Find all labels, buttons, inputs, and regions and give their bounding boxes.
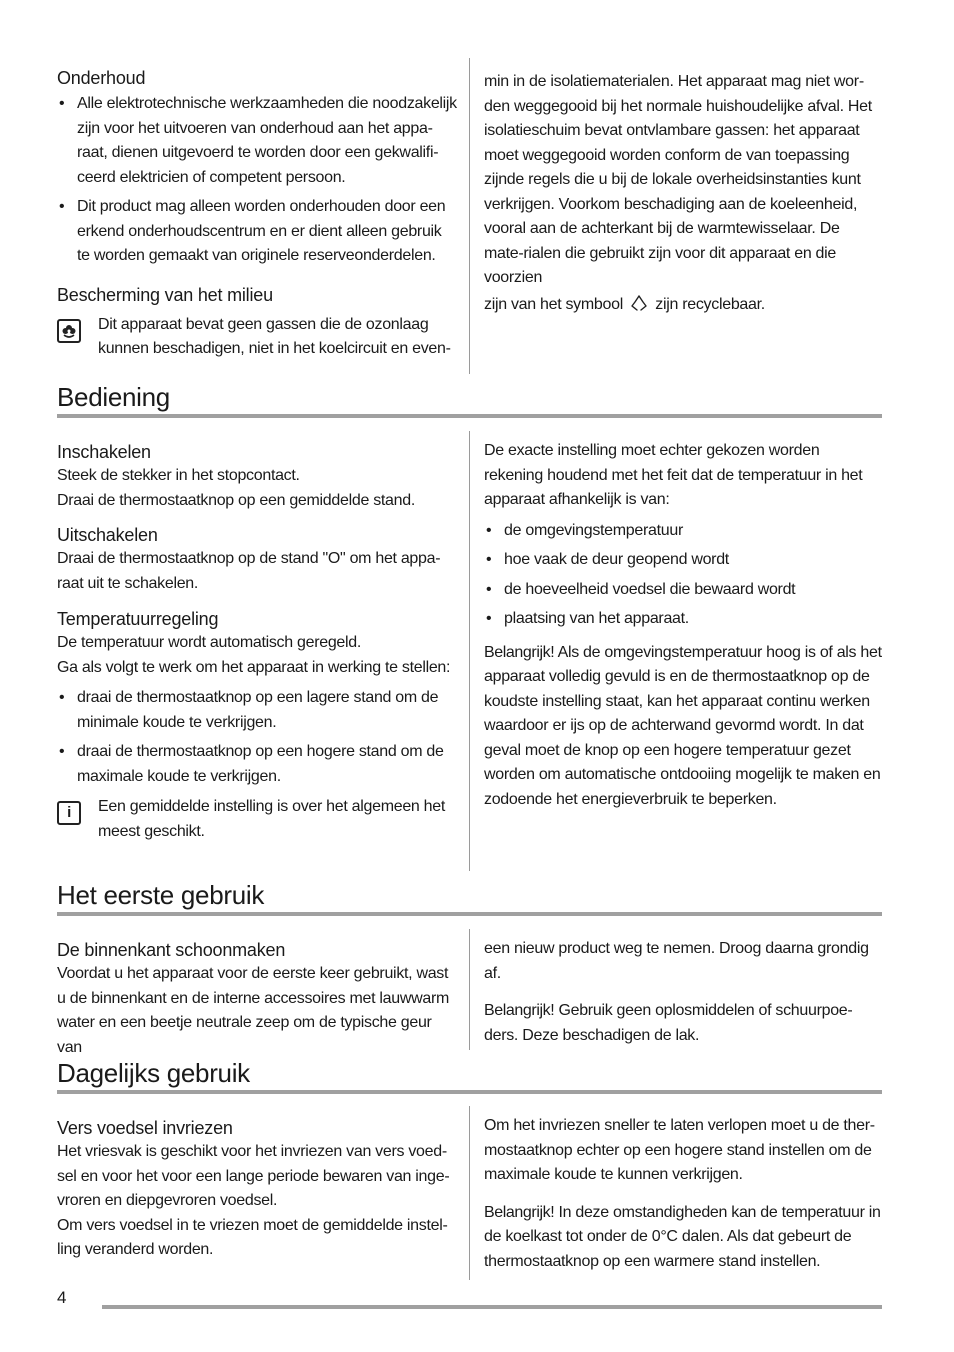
dagelijks-left-column <box>57 1116 457 1263</box>
list-item: • plaatsing van het apparaat. <box>484 607 882 632</box>
list-item: • Alle elektrotechnische werkzaamheden die noodzakelijk zijn voor het uitvoeren van onderhoud aan het appa-raat, dienen uitgevoerd te worden door een gekwalifi-ceerd elektricien of competent persoon. <box>57 92 457 190</box>
column-divider <box>469 431 470 871</box>
page-number: 4 <box>57 1288 67 1307</box>
eerste-gebruik-right-column <box>484 937 882 1048</box>
schoonmaken-text: Voordat u het apparaat voor de eerste keer gebruikt, wast u de binnenkant en de interne accessoires met lauwwarm water en een beetje neutrale zeep om de typische geur van <box>57 965 450 1056</box>
bediening-right-column <box>484 439 882 812</box>
list-item: • draai de thermostaatknop op een lagere stand om de minimale koude te verkrijgen. <box>57 686 457 735</box>
eerste-gebruik-title: Het eerste gebruik <box>57 880 265 910</box>
belangrijk-text: In deze omstandigheden kan de temperatuur in de koelkast tot onder de 0°C dalen. Als dat gebeurt de thermostaatknop op een warmere stand instellen. <box>484 1203 881 1270</box>
belangrijk-label: Belangrijk! <box>484 1203 555 1221</box>
list-item: • hoe vaak de deur geopend wordt <box>484 548 882 573</box>
belangrijk-text: Gebruik geen oplosmiddelen of schuurpoe-ders. Deze beschadigen de lak. <box>484 1002 853 1044</box>
recycle-text-before: zijn van het symbool <box>484 295 623 313</box>
info-note-text: Een gemiddelde instelling is over het algemeen het meest geschikt. <box>98 798 446 840</box>
info-icon: i <box>57 801 81 825</box>
inschakelen-line: Draai de thermostaatknop op een gemiddelde stand. <box>57 491 415 509</box>
dagelijks-gebruik-title: Dagelijks gebruik <box>57 1058 250 1088</box>
milieu-continued-column <box>484 70 882 317</box>
invriezen-line: Om vers voedsel in te vriezen moet de gemiddelde instel-ling veranderd worden. <box>57 1216 448 1258</box>
belangrijk-paragraph <box>484 1201 882 1275</box>
schoonmaken-heading: De binnenkant schoonmaken <box>57 940 286 960</box>
column-divider <box>469 58 470 374</box>
bediening-title: Bediening <box>57 382 170 412</box>
milieu-note-text: Dit apparaat bevat geen gassen die de ozonlaag kunnen beschadigen, niet in het koelcircuit en even- <box>98 315 451 357</box>
recycle-line <box>484 293 882 318</box>
recycle-text-after: zijn recyclebaar. <box>655 295 765 313</box>
temperatuur-line: Ga als volgt te werk om het apparaat in werking te stellen: <box>57 658 451 676</box>
belangrijk-text: Als de omgevingstemperatuur hoog is of als het apparaat volledig gevuld is en de thermostaatknop op de koudste instelling staat, kan het apparaat continu werken waardoor er ijs op de achterwand gevormd wordt. In dat geval moet de knop op een hogere temperatuur gezet worden om automatische ontdooiing mogelijk te maken en zodoende het energieverbruik te beperken. <box>484 643 882 808</box>
milieu-heading: Bescherming van het milieu <box>57 284 273 305</box>
eerste-gebruik-left-column <box>57 938 457 1060</box>
list-item: • draai de thermostaatknop op een hogere stand om de maximale koude te verkrijgen. <box>57 740 457 789</box>
inschakelen-line: Steek de stekker in het stopcontact. <box>57 467 300 484</box>
onderhoud-list <box>57 92 457 269</box>
temperatuurregeling-heading: Temperatuurregeling <box>57 609 219 629</box>
belangrijk-label: Belangrijk! <box>484 643 555 661</box>
invriezen-right-text: Om het invriezen sneller te laten verlopen moet u de ther-mostaatknop echter op een hogere stand instellen om de maximale koude te kunnen verkrijgen. <box>484 1117 875 1183</box>
section-rule <box>57 414 882 418</box>
bediening-left-column <box>57 440 457 844</box>
belangrijk-label: Belangrijk! <box>484 1002 555 1019</box>
schoonmaken-continued: een nieuw product weg te nemen. Droog daarna grondig af. <box>484 940 869 982</box>
list-item: • de omgevingstemperatuur <box>484 519 882 544</box>
belangrijk-paragraph <box>484 641 882 813</box>
column-divider <box>469 1106 470 1280</box>
section-rule <box>57 912 882 916</box>
temperatuur-list <box>57 686 457 789</box>
onderhoud-column <box>57 66 457 362</box>
factors-list <box>484 519 882 632</box>
dagelijks-right-column <box>484 1114 882 1274</box>
onderhoud-heading: Onderhoud <box>57 68 146 88</box>
column-divider <box>469 929 470 1050</box>
list-item: • Dit product mag alleen worden onderhouden door een erkend onderhoudscentrum en er dient alleen gebruik te worden gemaakt van originele reserveonderdelen. <box>57 195 457 269</box>
uitschakelen-text: Draai de thermostaatknop op de stand "O" om het appa-raat uit te schakelen. <box>57 550 441 592</box>
list-item: • de hoeveelheid voedsel die bewaard wordt <box>484 578 882 603</box>
footer-rule <box>102 1305 882 1309</box>
section-rule <box>57 1090 882 1094</box>
belangrijk-paragraph <box>484 999 882 1048</box>
invriezen-heading: Vers voedsel invriezen <box>57 1118 233 1138</box>
milieu-continued-text: min in de isolatiematerialen. Het apparaat mag niet wor-den weggegooid bij het normale huishoudelijke afval. Het isolatieschuim bevat ontvlambare gassen: het apparaat moet weggegooid worden conform de van toepassing zijnde regels die u bij de lokale overheidsinstanties kunt verkrijgen. Voorkom beschadiging aan de koeleenheid, vooral aan de achterkant bij de warmtewisselaar. De mate-rialen die gebruikt zijn voor dit apparaat en die voorzien <box>484 73 872 286</box>
info-note <box>57 795 457 844</box>
recycle-icon <box>629 294 649 312</box>
milieu-note <box>57 313 457 362</box>
inschakelen-heading: Inschakelen <box>57 442 151 462</box>
uitschakelen-heading: Uitschakelen <box>57 525 158 545</box>
bediening-intro: De exacte instelling moet echter gekozen worden rekening houdend met het feit dat de temperatuur in het apparaat afhankelijk is van: <box>484 442 863 508</box>
invriezen-line: Het vriesvak is geschikt voor het invriezen van vers voed-sel en voor het voor een lange periode bewaren van inge-vroren en diepgevroren voedsel. <box>57 1143 450 1209</box>
flower-eco-icon <box>57 319 81 343</box>
temperatuur-line: De temperatuur wordt automatisch geregeld. <box>57 634 362 651</box>
